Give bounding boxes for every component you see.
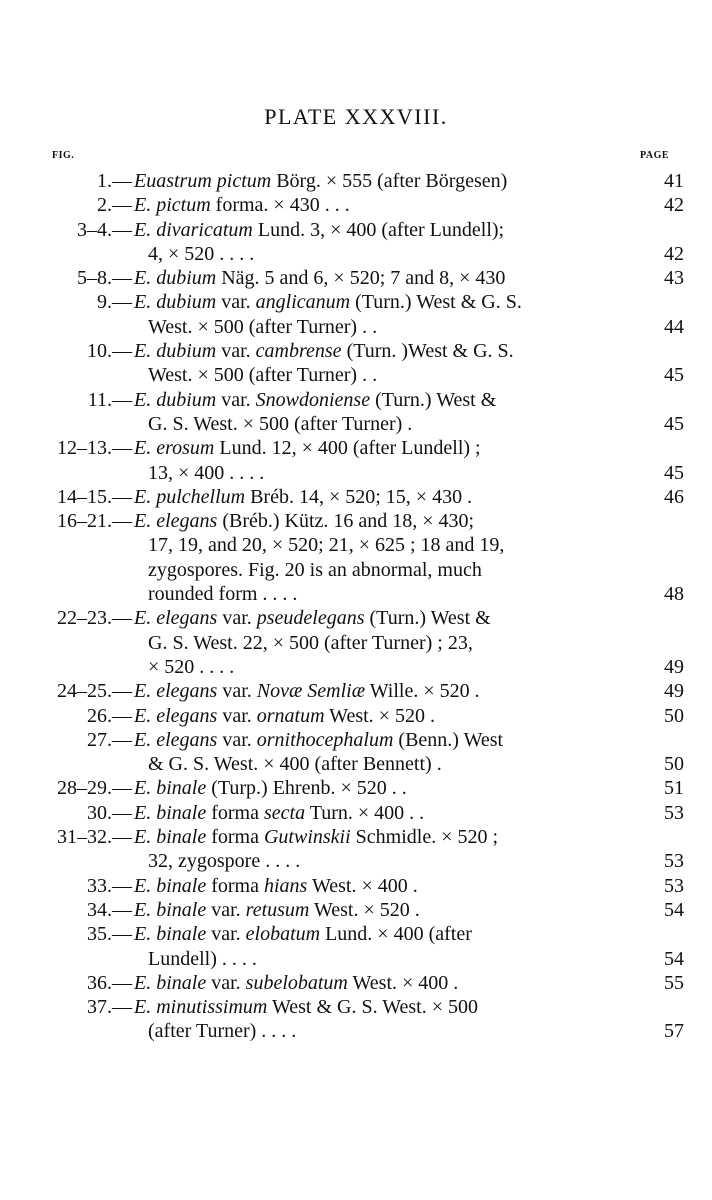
taxon-name: Novæ Semliæ — [256, 680, 366, 703]
entry-line — [0, 169, 712, 193]
figure-number: 14–15.— — [57, 485, 132, 508]
entry-line — [0, 801, 712, 825]
entry-text: 4, × 520 . . . . — [148, 242, 255, 265]
entry-line — [0, 1019, 712, 1043]
entry-text: West. × 500 (after Turner) . . — [148, 364, 378, 387]
page-number: 49 — [664, 680, 684, 703]
taxon-name: E. pulchellum — [134, 485, 246, 508]
taxon-name: E. dubium — [134, 267, 217, 290]
entry-line — [0, 728, 712, 752]
figure-entry — [0, 995, 712, 1044]
entry-text: rounded form . . . . — [148, 583, 298, 606]
entry-text: E. pictum forma. × 430 . . . — [134, 194, 350, 217]
entry-line — [0, 558, 712, 582]
taxon-name: Euastrum pictum — [134, 170, 272, 192]
entry-text: 32, zygospore . . . . — [148, 850, 301, 873]
taxon-name: ornatum — [256, 704, 325, 727]
page-number: 53 — [664, 801, 684, 824]
taxon-name: hians — [263, 874, 308, 897]
figure-entry — [0, 606, 712, 679]
figure-entry — [0, 436, 712, 485]
taxon-name: E. dubium — [134, 340, 217, 363]
entry-text: & G. S. West. × 400 (after Bennett) . — [148, 753, 442, 776]
entry-text: E. binale forma hians West. × 400 . — [134, 874, 418, 897]
entry-line — [0, 315, 712, 339]
figure-entry — [0, 679, 712, 703]
figure-entry — [0, 776, 712, 800]
page-number: 42 — [664, 194, 684, 217]
page-number: 57 — [664, 1020, 684, 1043]
entry-text: E. minutissimum West & G. S. West. × 500 — [134, 996, 479, 1019]
entry-line — [0, 461, 712, 485]
taxon-name: ornithocephalum — [256, 728, 394, 751]
page-number: 42 — [664, 242, 684, 265]
entry-text: 17, 19, and 20, × 520; 21, × 625 ; 18 and 19, — [148, 534, 505, 557]
page-number: 46 — [664, 485, 684, 508]
figure-entry — [0, 922, 712, 971]
figure-list — [0, 169, 712, 1044]
taxon-name: E. elegans — [134, 728, 218, 751]
entry-text: E. divaricatum Lund. 3, × 400 (after Lundell); — [134, 218, 505, 241]
page-number: 54 — [664, 898, 684, 921]
taxon-name: secta — [263, 801, 306, 824]
entry-line — [0, 509, 712, 533]
figure-number: 3–4.— — [77, 218, 132, 241]
figure-entry — [0, 388, 712, 437]
entry-text: E. elegans var. Novæ Semliæ Wille. × 520 . — [134, 680, 480, 703]
entry-line — [0, 849, 712, 873]
taxon-name: E. elegans — [134, 510, 218, 533]
taxon-name: E. binale — [134, 923, 207, 946]
entry-line — [0, 752, 712, 776]
figure-number: 37.— — [87, 996, 132, 1019]
figure-number: 30.— — [87, 801, 132, 824]
entry-text: E. dubium var. cambrense (Turn. )West & G. S. — [134, 340, 514, 363]
figure-entry — [0, 509, 712, 606]
plate-title: PLATE XXXVIII. — [264, 104, 448, 129]
page-number: 41 — [664, 170, 684, 192]
taxon-name: E. divaricatum — [134, 218, 253, 241]
page-number: 49 — [664, 655, 684, 678]
taxon-name: E. binale — [134, 777, 207, 800]
entry-text: E. erosum Lund. 12, × 400 (after Lundell) ; — [134, 437, 481, 460]
figure-number: 22–23.— — [57, 607, 132, 630]
entry-text: E. binale forma secta Turn. × 400 . . — [134, 801, 425, 824]
entry-text: E. elegans var. pseudelegans (Turn.) West & — [134, 607, 491, 630]
taxon-name: E. elegans — [134, 704, 218, 727]
figure-entry — [0, 704, 712, 728]
entry-line — [0, 388, 712, 412]
entry-line — [0, 606, 712, 630]
figure-number: 24–25.— — [57, 680, 132, 703]
fig-column-header: FIG. — [52, 150, 75, 161]
entry-line — [0, 995, 712, 1019]
figure-entry — [0, 898, 712, 922]
entry-text: E. dubium var. anglicanum (Turn.) West & G. S. — [134, 291, 522, 314]
entry-text: zygospores. Fig. 20 is an abnormal, much — [148, 558, 482, 581]
entry-text: Euastrum pictum Börg. × 555 (after Börgesen) — [134, 170, 508, 192]
taxon-name: E. binale — [134, 898, 207, 921]
page-number: 45 — [664, 412, 684, 435]
figure-number: 34.— — [87, 898, 132, 921]
page-number: 50 — [664, 704, 684, 727]
entry-line — [0, 825, 712, 849]
taxon-name: E. elegans — [134, 680, 218, 703]
taxon-name: E. dubium — [134, 291, 217, 314]
figure-entry — [0, 266, 712, 290]
page-number: 45 — [664, 461, 684, 484]
page-number: 54 — [664, 947, 684, 970]
figure-number: 28–29.— — [57, 777, 132, 800]
figure-number: 11.— — [87, 388, 132, 411]
figure-number: 2.— — [97, 194, 132, 217]
entry-text: G. S. West. 22, × 500 (after Turner) ; 23, — [148, 631, 473, 654]
entry-text: × 520 . . . . — [148, 655, 235, 678]
page-number: 45 — [664, 364, 684, 387]
taxon-name: E. binale — [134, 801, 207, 824]
figure-number: 36.— — [87, 971, 132, 994]
taxon-name: E. elegans — [134, 607, 218, 630]
entry-line — [0, 922, 712, 946]
figure-entry — [0, 339, 712, 388]
figure-number: 1.— — [97, 170, 132, 192]
figure-number: 12–13.— — [57, 437, 132, 460]
entry-text: (after Turner) . . . . — [148, 1020, 297, 1043]
taxon-name: Gutwinskii — [263, 826, 351, 849]
entry-line — [0, 533, 712, 557]
entry-text: E. binale forma Gutwinskii Schmidle. × 520 ; — [134, 826, 499, 849]
entry-line — [0, 485, 712, 509]
figure-entry — [0, 971, 712, 995]
figure-entry — [0, 169, 712, 193]
figure-number: 31–32.— — [57, 826, 132, 849]
figure-entry — [0, 825, 712, 874]
entry-line — [0, 631, 712, 655]
taxon-name: E. binale — [134, 971, 207, 994]
taxon-name: E. dubium — [134, 388, 217, 411]
taxon-name: E. minutissimum — [134, 996, 268, 1019]
figure-number: 5–8.— — [77, 267, 132, 290]
entry-line — [0, 436, 712, 460]
page-number: 50 — [664, 753, 684, 776]
entry-line — [0, 193, 712, 217]
page-number: 53 — [664, 850, 684, 873]
figure-entry — [0, 874, 712, 898]
figure-number: 35.— — [87, 923, 132, 946]
entry-line — [0, 655, 712, 679]
taxon-name: pseudelegans — [256, 607, 365, 630]
page-number: 48 — [664, 583, 684, 606]
figure-number: 16–21.— — [57, 510, 132, 533]
entry-line — [0, 363, 712, 387]
taxon-name: E. binale — [134, 826, 207, 849]
figure-number: 33.— — [87, 874, 132, 897]
entry-line — [0, 874, 712, 898]
entry-line — [0, 266, 712, 290]
entry-line — [0, 339, 712, 363]
entry-line — [0, 776, 712, 800]
taxon-name: retusum — [245, 898, 310, 921]
entry-line — [0, 242, 712, 266]
figure-number: 26.— — [87, 704, 132, 727]
page-number: 44 — [664, 315, 684, 338]
figure-entry — [0, 193, 712, 217]
page-number: 53 — [664, 874, 684, 897]
entry-text: Lundell) . . . . — [148, 947, 257, 970]
figure-number: 9.— — [97, 291, 132, 314]
entry-text: E. dubium var. Snowdoniense (Turn.) West & — [134, 388, 497, 411]
entry-text: E. elegans (Bréb.) Kütz. 16 and 18, × 430; — [134, 510, 475, 533]
entry-line — [0, 290, 712, 314]
figure-number: 10.— — [87, 340, 132, 363]
entry-text: E. binale var. retusum West. × 520 . — [134, 898, 420, 921]
figure-entry — [0, 218, 712, 267]
entry-line — [0, 947, 712, 971]
entry-line — [0, 582, 712, 606]
taxon-name: cambrense — [255, 340, 342, 363]
page-number: 51 — [664, 777, 684, 800]
entry-text: E. binale var. elobatum Lund. × 400 (after — [134, 923, 472, 946]
figure-entry — [0, 801, 712, 825]
entry-line — [0, 218, 712, 242]
taxon-name: elobatum — [245, 923, 321, 946]
entry-text: G. S. West. × 500 (after Turner) . — [148, 412, 413, 435]
entry-text: E. binale var. subelobatum West. × 400 . — [134, 971, 459, 994]
entry-line — [0, 704, 712, 728]
figure-entry — [0, 485, 712, 509]
entry-text: 13, × 400 . . . . — [148, 461, 265, 484]
page-number: 43 — [664, 267, 684, 290]
entry-text: E. binale (Turp.) Ehrenb. × 520 . . — [134, 777, 407, 800]
entry-text: E. elegans var. ornatum West. × 520 . — [134, 704, 435, 727]
figure-entry — [0, 728, 712, 777]
taxon-name: E. erosum — [134, 437, 215, 460]
taxon-name: anglicanum — [255, 291, 351, 314]
entry-text: West. × 500 (after Turner) . . — [148, 315, 378, 338]
figure-entry — [0, 290, 712, 339]
entry-line — [0, 898, 712, 922]
taxon-name: E. pictum — [134, 194, 211, 217]
figure-number: 27.— — [87, 728, 132, 751]
entry-line — [0, 679, 712, 703]
entry-text: E. pulchellum Bréb. 14, × 520; 15, × 430 . — [134, 485, 473, 508]
entry-text: E. elegans var. ornithocephalum (Benn.) West — [134, 728, 504, 751]
page-column-header: PAGE — [640, 150, 670, 161]
taxon-name: Snowdoniense — [255, 388, 371, 411]
taxon-name: subelobatum — [245, 971, 348, 994]
page-number: 55 — [664, 971, 684, 994]
entry-text: E. dubium Näg. 5 and 6, × 520; 7 and 8, × 430 — [134, 267, 506, 290]
entry-line — [0, 971, 712, 995]
taxon-name: E. binale — [134, 874, 207, 897]
entry-line — [0, 412, 712, 436]
